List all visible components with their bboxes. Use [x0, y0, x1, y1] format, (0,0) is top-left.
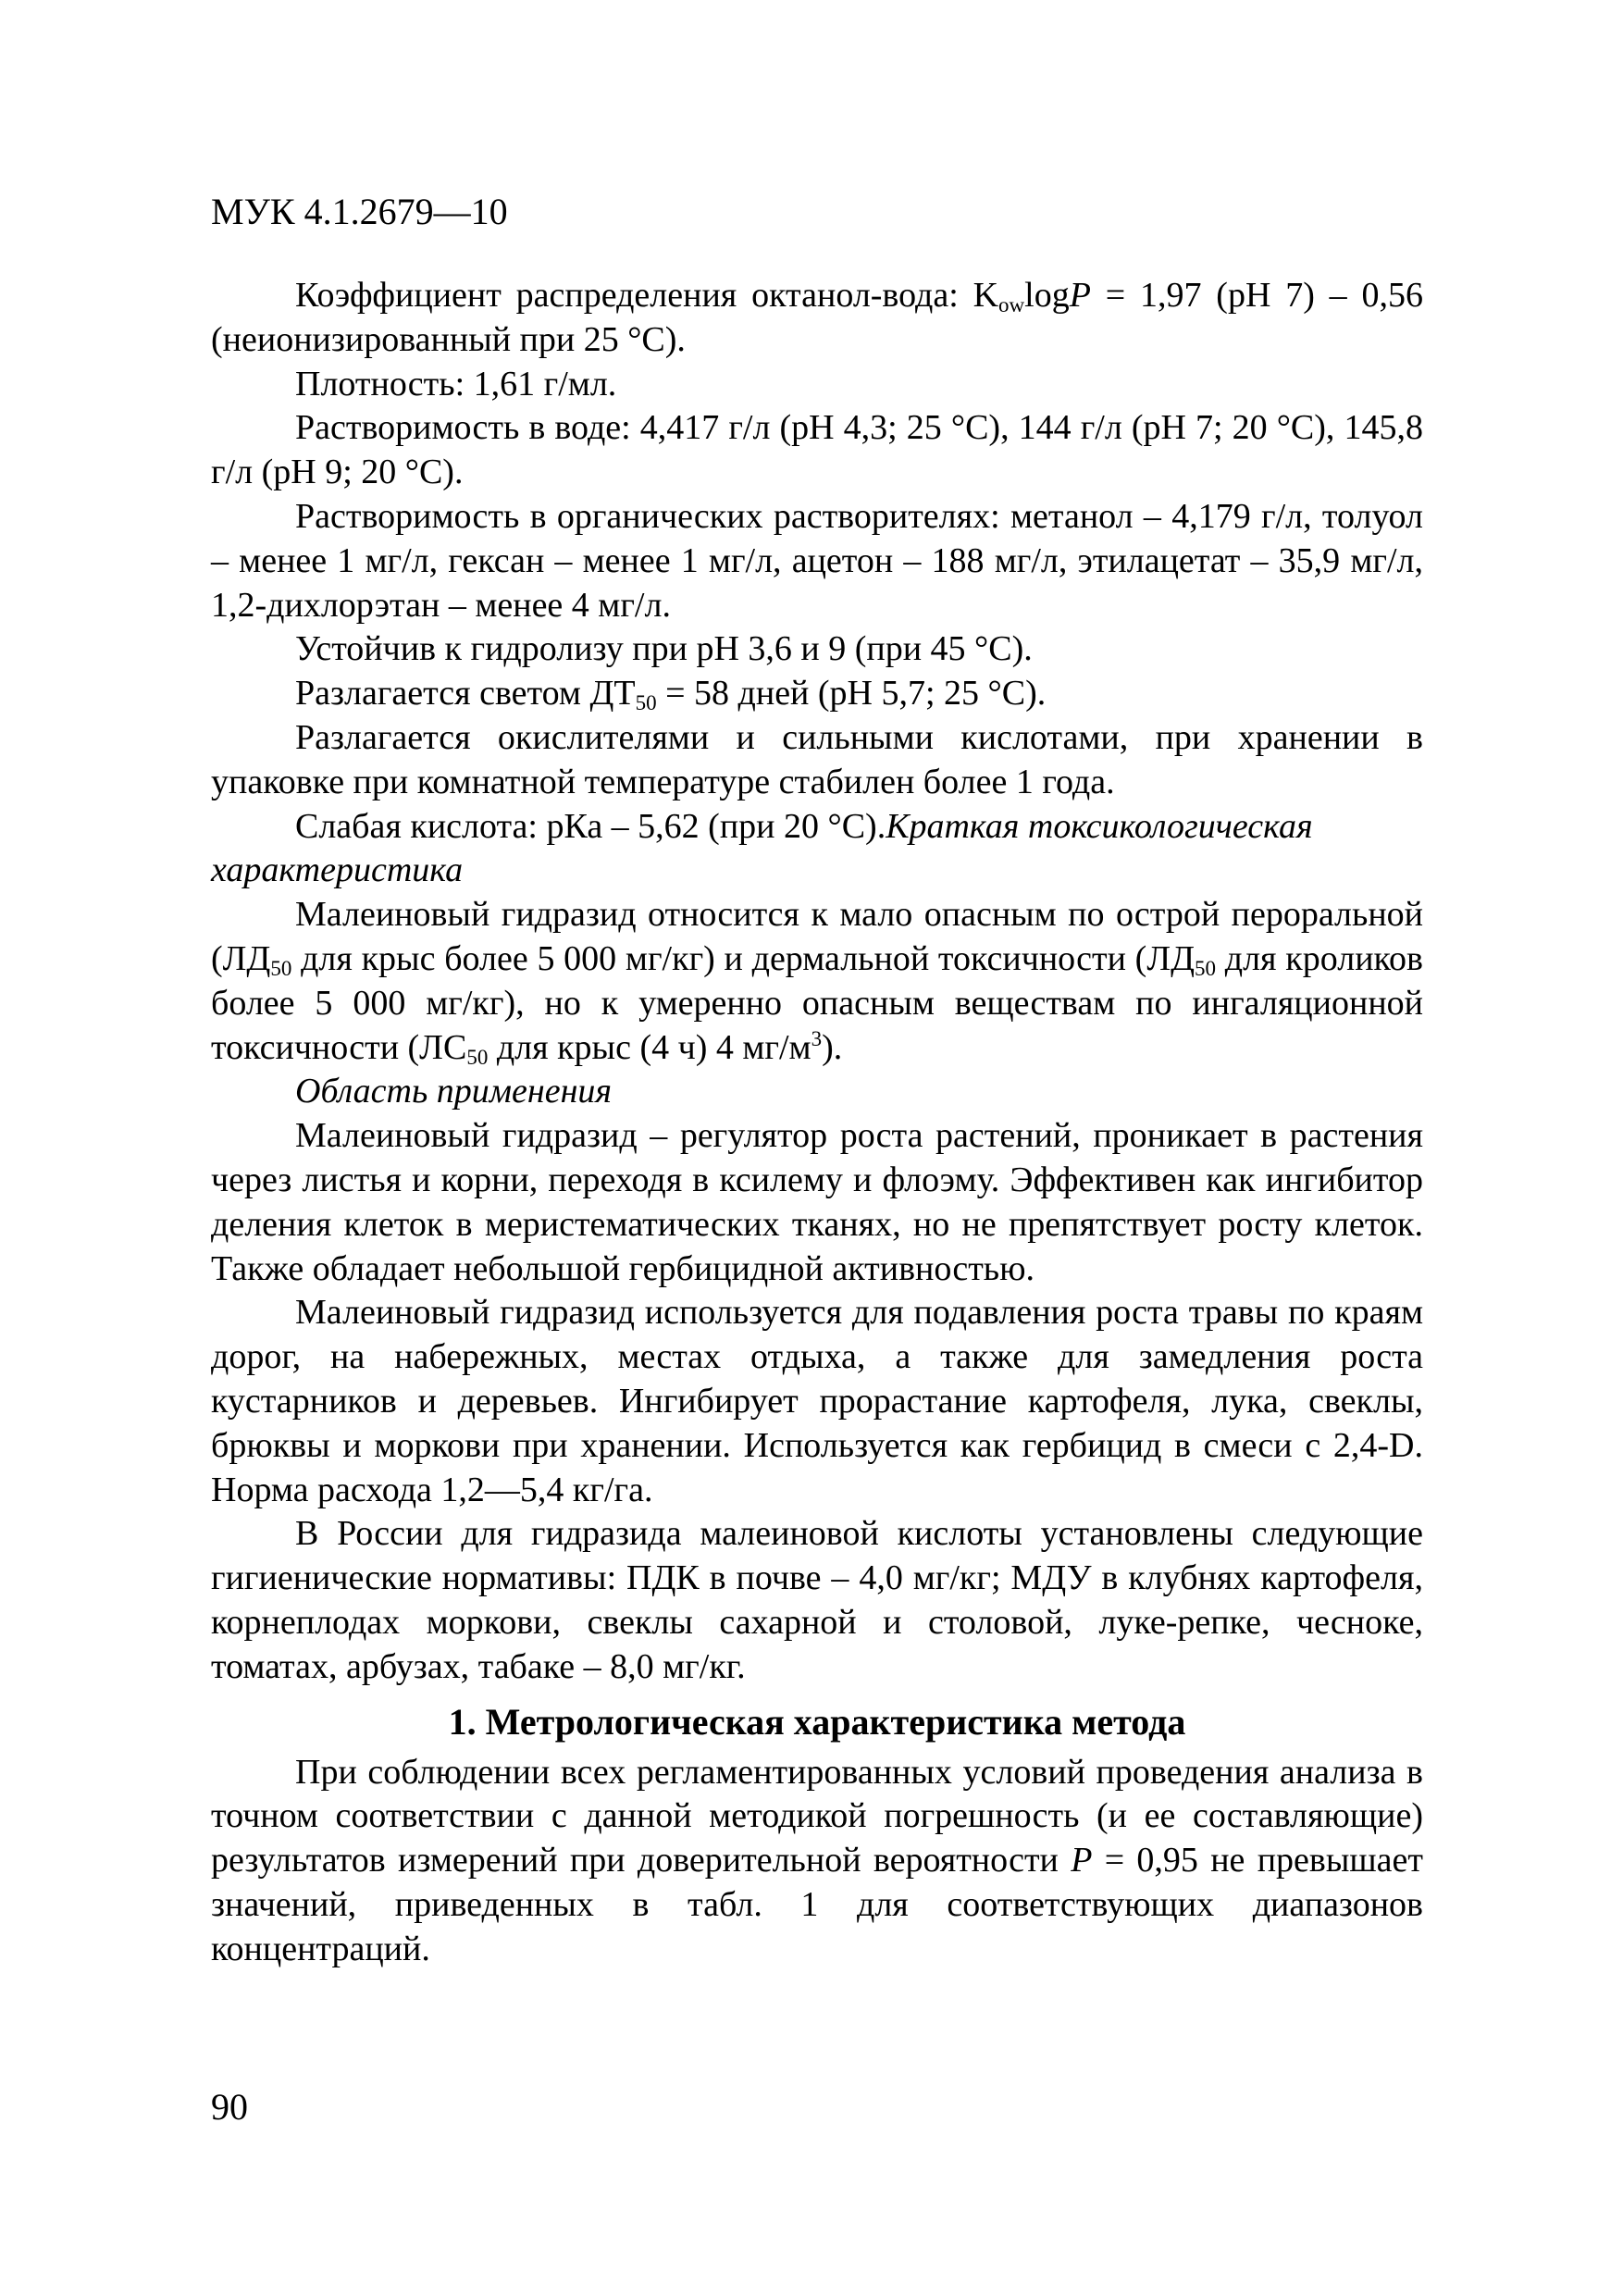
document-body: [211, 274, 1423, 1971]
paragraph-partition-coefficient: Коэффициент распределения октанол-вода: $K_{ow}\log P = 1,97$ (рН 7) – 0,56 (неионизированный при 25 °С).: [211, 276, 1423, 359]
subheading-toxicology: Краткая токсикологическая характеристика: [211, 806, 1313, 890]
page-number: 90: [211, 2086, 248, 2128]
paragraph-hydrolysis: Устойчив к гидролизу при рН 3,6 и 9 (при 45 °С).: [295, 629, 1033, 669]
document-page: [211, 0, 1423, 2296]
paragraph-growth-regulator: Малеиновый гидразид – регулятор роста растений, проникает в растения через листья и корни, переходя в ксилему и флоэму. Эффективен как ингибитор деления клеток в меристематических тканях, но не препятствует росту клеток. Также обладает небольшой гербицидной активностью.: [211, 1116, 1423, 1288]
paragraph-density: Плотность: 1,61 г/мл.: [295, 364, 617, 403]
paragraph-hygienic-standards: В России для гидразида малеиновой кислоты установлены следующие гигиенические нормативы: ПДК в почве – 4,0 мг/кг; МДУ в клубнях картофеля, корнеплодах моркови, свеклы сахарной и столовой, луке-репке, чесноке, томатах, арбузах, табаке – 8,0 мг/кг.: [211, 1514, 1423, 1686]
paragraph-photolysis: Разлагается светом $ДТ_{50} = 58$ дней (рН 5,7; 25 °С).: [295, 674, 1047, 715]
paragraph-metrology: При соблюдении всех регламентированных условий проведения анализа в точном соответствии с данной методикой погрешность (и ее составляющие) результатов измерений при доверительной вероятности P = 0,95 не превышает значений, приведенных в табл. 1 для соответствующих диапазонов концентраций.: [211, 1752, 1423, 1968]
section-heading-metrology: 1. Метрологическая характеристика метода: [448, 1700, 1186, 1743]
document-header: МУК 4.1.2679—10: [211, 191, 508, 232]
paragraph-oxidizers: Разлагается окислителями и сильными кислотами, при хранении в упаковке при комнатной температуре стабилен более 1 года.: [211, 717, 1423, 801]
paragraph-organic-solubility: Растворимость в органических растворителях: метанол – 4,179 г/л, толуол – менее 1 мг/л, гексан – менее 1 мг/л, ацетон – 188 мг/л, этилацетат – 35,9 мг/л, 1,2-дихлорэтан – менее 4 мг/л.: [211, 496, 1423, 625]
paragraph-usage: Малеиновый гидразид используется для подавления роста травы по краям дорог, на набережных, местах отдыха, а также для замедления роста кустарников и деревьев. Ингибирует прорастание картофеля, лука, свеклы, брюквы и моркови при хранении. Используется как гербицид в смеси с 2,4-D. Норма расхода 1,2—5,4 кг/га.: [211, 1293, 1423, 1509]
paragraph-toxicity: Малеиновый гидразид относится к мало опасным по острой пероральной ($ЛД_{50}$ для крыс более 5 000 мг/кг) и дермальной токсичности ($ЛД_{50}$ для кроликов более 5 000 мг/кг), но к умеренно опасным веществам по ингаляционной токсичности ($ЛС_{50}$ для крыс (4 ч) 4 $мг/м^3$).: [211, 895, 1424, 1069]
paragraph-water-solubility: Растворимость в воде: 4,417 г/л (рН 4,3; 25 °С), 144 г/л (рН 7; 20 °С), 145,8 г/л (рН 9; 20 °С).: [211, 408, 1423, 492]
subheading-application-area: Область применения: [295, 1072, 613, 1111]
paragraph-weak-acid: Слабая кислота: рКа – 5,62 (при 20 °С).Краткая токсикологическая характеристика: [211, 806, 1313, 890]
